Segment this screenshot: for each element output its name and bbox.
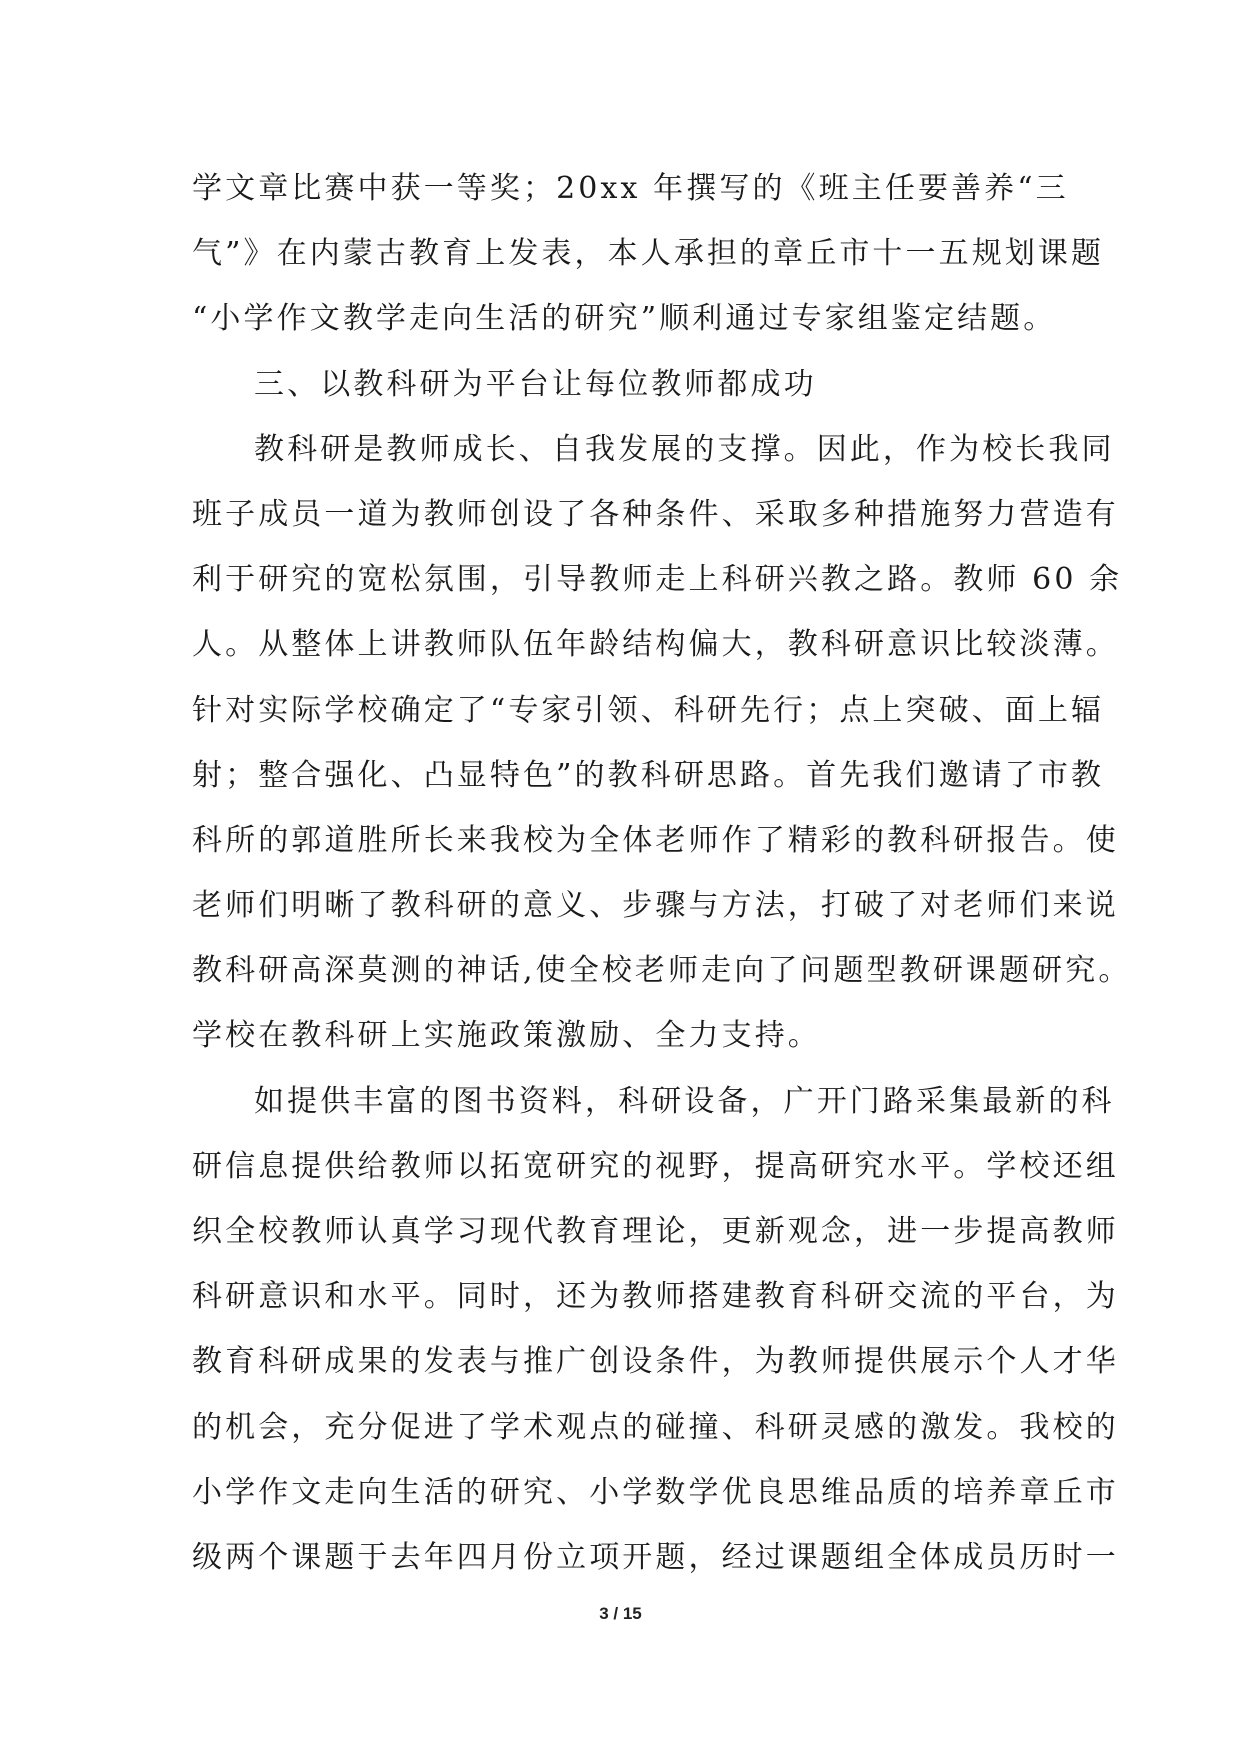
text-line: 如提供丰富的图书资料，科研设备，广开门路采集最新的科 bbox=[254, 1083, 1115, 1119]
text-line: 科研意识和水平。同时，还为教师搭建教育科研交流的平台，为 bbox=[192, 1279, 1119, 1315]
text-line: 利于研究的宽松氛围，引导教师走上科研兴教之路。教师 60 余 bbox=[192, 562, 1123, 598]
text-line: 教育科研成果的发表与推广创设条件，为教师提供展示个人才华 bbox=[192, 1344, 1119, 1380]
text-line: “小学作文教学走向生活的研究”顺利通过专家组鉴定结题。 bbox=[192, 301, 1057, 337]
text-line: 针对实际学校确定了“专家引领、科研先行；点上突破、面上辐 bbox=[192, 692, 1105, 728]
text-line: 射；整合强化、凸显特色”的教科研思路。首先我们邀请了市教 bbox=[192, 757, 1105, 793]
body-text bbox=[192, 156, 1132, 1590]
text-line: 的机会，充分促进了学术观点的碰撞、科研灵感的激发。我校的 bbox=[192, 1409, 1119, 1445]
section-heading: 三、以教科研为平台让每位教师都成功 bbox=[254, 366, 817, 402]
text-line: 人。从整体上讲教师队伍年龄结构偏大，教科研意识比较淡薄。 bbox=[192, 627, 1119, 663]
text-line: 级两个课题于去年四月份立项开题，经过课题组全体成员历时一 bbox=[192, 1539, 1119, 1575]
text-line: 研信息提供给教师以拓宽研究的视野，提高研究水平。学校还组 bbox=[192, 1148, 1119, 1184]
text-line: 科所的郭道胜所长来我校为全体老师作了精彩的教科研报告。使 bbox=[192, 822, 1119, 858]
text-line: 教科研高深莫测的神话,使全校老师走向了问题型教研课题研究。 bbox=[192, 953, 1132, 989]
text-line: 班子成员一道为教师创设了各种条件、采取多种措施努力营造有 bbox=[192, 496, 1119, 532]
text-line: 织全校教师认真学习现代教育理论，更新观念，进一步提高教师 bbox=[192, 1214, 1119, 1249]
text-line: 学文章比赛中获一等奖；20xx 年撰写的《班主任要善养“三 bbox=[192, 171, 1069, 206]
text-line: 小学作文走向生活的研究、小学数学优良思维品质的培养章丘市 bbox=[192, 1474, 1119, 1510]
text-line: 教科研是教师成长、自我发展的支撑。因此，作为校长我同 bbox=[254, 431, 1115, 467]
text-line: 老师们明晰了教科研的意义、步骤与方法，打破了对老师们来说 bbox=[192, 888, 1119, 924]
page-number: 3 / 15 bbox=[599, 1604, 642, 1623]
text-line: 学校在教科研上实施政策激励、全力支持。 bbox=[192, 1018, 821, 1054]
text-line: 气”》在内蒙古教育上发表，本人承担的章丘市十一五规划课题 bbox=[192, 236, 1105, 272]
